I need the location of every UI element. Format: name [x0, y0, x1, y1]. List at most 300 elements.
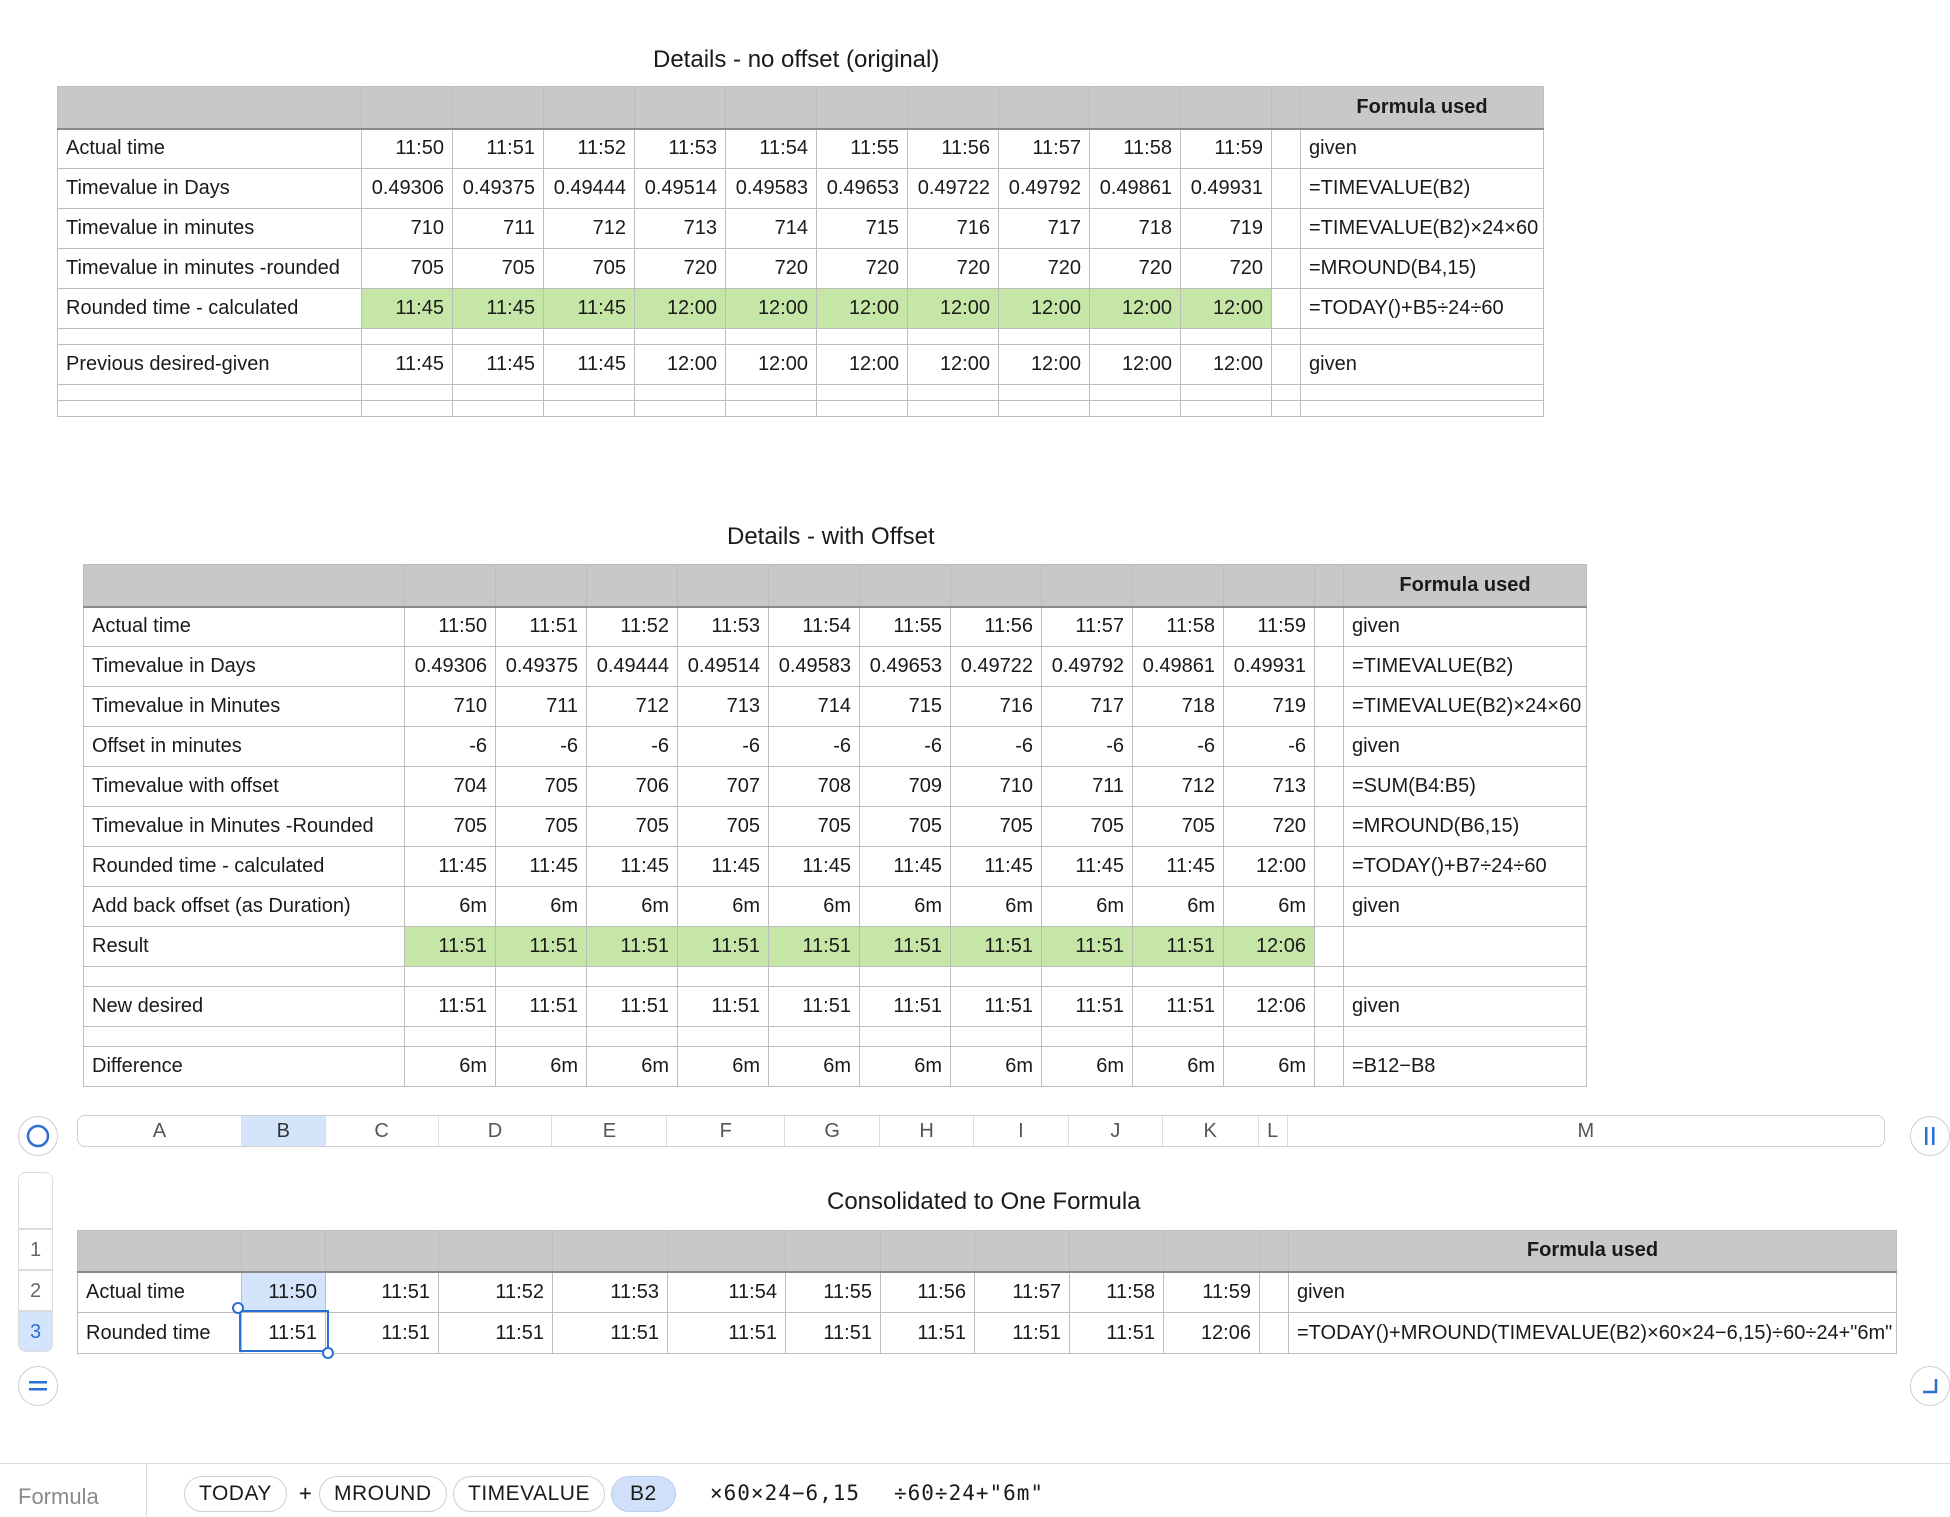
value-cell[interactable]: 705 — [769, 807, 860, 847]
value-cell[interactable]: 0.49861 — [1090, 169, 1181, 209]
empty-cell[interactable] — [1315, 887, 1344, 927]
empty-cell[interactable] — [908, 329, 999, 345]
empty-cell[interactable] — [817, 329, 908, 345]
value-cell[interactable]: 705 — [544, 249, 635, 289]
value-cell[interactable]: 6m — [405, 1047, 496, 1087]
header-cell[interactable] — [1090, 87, 1181, 129]
value-cell[interactable]: 11:45 — [587, 847, 678, 887]
value-cell[interactable]: 0.49653 — [817, 169, 908, 209]
empty-cell[interactable] — [635, 401, 726, 417]
header-cell[interactable] — [58, 87, 362, 129]
formula-cell[interactable]: =TODAY()+B7÷24÷60 — [1344, 847, 1587, 887]
empty-cell[interactable] — [1272, 329, 1301, 345]
cell-b3[interactable]: 11:51 — [242, 1313, 326, 1354]
value-cell[interactable]: 11:45 — [405, 847, 496, 887]
value-cell[interactable]: 0.49306 — [362, 169, 453, 209]
value-cell[interactable]: 12:06 — [1164, 1313, 1260, 1354]
empty-cell[interactable] — [496, 1027, 587, 1047]
value-cell[interactable]: 6m — [1133, 887, 1224, 927]
value-cell[interactable]: 11:56 — [881, 1272, 975, 1313]
empty-cell[interactable] — [1090, 329, 1181, 345]
value-cell[interactable]: 0.49861 — [1133, 647, 1224, 687]
value-cell[interactable]: 709 — [860, 767, 951, 807]
value-cell[interactable]: 11:55 — [860, 607, 951, 647]
value-cell[interactable]: 719 — [1224, 687, 1315, 727]
column-header-d[interactable]: D — [439, 1116, 553, 1146]
value-cell[interactable]: 11:54 — [668, 1272, 786, 1313]
header-cell[interactable] — [1164, 1231, 1260, 1272]
value-cell[interactable]: 11:51 — [678, 927, 769, 967]
value-cell[interactable]: 11:51 — [769, 987, 860, 1027]
value-cell[interactable]: 11:45 — [860, 847, 951, 887]
empty-cell[interactable] — [1133, 967, 1224, 987]
empty-cell[interactable] — [1315, 727, 1344, 767]
empty-cell[interactable] — [496, 967, 587, 987]
formula-cell[interactable]: =TIMEVALUE(B2)×24×60 — [1301, 209, 1544, 249]
value-cell[interactable]: 11:51 — [326, 1272, 439, 1313]
value-cell[interactable]: 12:00 — [999, 345, 1090, 385]
value-cell[interactable]: 6m — [951, 1047, 1042, 1087]
column-header-i[interactable]: I — [974, 1116, 1069, 1146]
column-header-l[interactable]: L — [1259, 1116, 1288, 1146]
formula-cell[interactable]: =SUM(B4:B5) — [1344, 767, 1587, 807]
column-header-h[interactable]: H — [880, 1116, 974, 1146]
value-cell[interactable]: 6m — [587, 1047, 678, 1087]
value-cell[interactable]: 6m — [678, 887, 769, 927]
value-cell[interactable]: 705 — [587, 807, 678, 847]
column-header-m[interactable]: M — [1577, 1120, 1595, 1142]
row-label[interactable]: Offset in minutes — [84, 727, 405, 767]
empty-cell[interactable] — [1344, 967, 1587, 987]
value-cell[interactable]: 11:50 — [405, 607, 496, 647]
formula-used-header[interactable]: Formula used — [1344, 565, 1587, 607]
empty-cell[interactable] — [1272, 289, 1301, 329]
header-cell[interactable] — [635, 87, 726, 129]
value-cell[interactable]: 11:51 — [769, 927, 860, 967]
empty-cell[interactable] — [860, 967, 951, 987]
value-cell[interactable]: 6m — [587, 887, 678, 927]
formula-token-b2[interactable]: B2 — [611, 1476, 676, 1512]
value-cell[interactable]: 11:51 — [496, 987, 587, 1027]
value-cell[interactable]: -6 — [860, 727, 951, 767]
value-cell[interactable]: 707 — [678, 767, 769, 807]
empty-cell[interactable] — [769, 967, 860, 987]
empty-cell[interactable] — [1090, 401, 1181, 417]
header-cell[interactable] — [1315, 565, 1344, 607]
formula-cell[interactable]: =MROUND(B6,15) — [1344, 807, 1587, 847]
header-cell[interactable] — [242, 1231, 326, 1272]
empty-cell[interactable] — [1301, 329, 1544, 345]
header-cell[interactable] — [439, 1231, 553, 1272]
value-cell[interactable]: 11:58 — [1133, 607, 1224, 647]
value-cell[interactable]: 11:50 — [362, 129, 453, 169]
value-cell[interactable]: 11:51 — [553, 1313, 668, 1354]
value-cell[interactable]: 0.49722 — [951, 647, 1042, 687]
value-cell[interactable]: 11:53 — [553, 1272, 668, 1313]
value-cell[interactable]: 11:45 — [362, 345, 453, 385]
empty-cell[interactable] — [1260, 1272, 1289, 1313]
value-cell[interactable]: 11:57 — [975, 1272, 1070, 1313]
value-cell[interactable]: 11:51 — [496, 927, 587, 967]
formula-cell[interactable]: given — [1344, 727, 1587, 767]
value-cell[interactable]: 711 — [453, 209, 544, 249]
empty-cell[interactable] — [453, 329, 544, 345]
empty-cell[interactable] — [453, 385, 544, 401]
value-cell[interactable]: 6m — [769, 887, 860, 927]
empty-cell[interactable] — [951, 967, 1042, 987]
value-cell[interactable]: 12:06 — [1224, 987, 1315, 1027]
value-cell[interactable]: 11:51 — [678, 987, 769, 1027]
header-cell[interactable] — [726, 87, 817, 129]
row-label[interactable]: New desired — [84, 987, 405, 1027]
empty-cell[interactable] — [544, 385, 635, 401]
value-cell[interactable]: 713 — [635, 209, 726, 249]
header-cell[interactable] — [668, 1231, 786, 1272]
empty-cell[interactable] — [999, 329, 1090, 345]
empty-cell[interactable] — [1272, 385, 1301, 401]
empty-cell[interactable] — [1272, 401, 1301, 417]
row-label[interactable]: Add back offset (as Duration) — [84, 887, 405, 927]
header-cell[interactable] — [1070, 1231, 1164, 1272]
header-cell[interactable] — [678, 565, 769, 607]
header-cell[interactable] — [84, 565, 405, 607]
header-cell[interactable] — [1133, 565, 1224, 607]
formula-cell[interactable]: =MROUND(B4,15) — [1301, 249, 1544, 289]
value-cell[interactable]: 12:00 — [635, 345, 726, 385]
selection-handle-top[interactable] — [232, 1302, 244, 1314]
value-cell[interactable]: 11:58 — [1090, 129, 1181, 169]
header-cell[interactable] — [860, 565, 951, 607]
empty-cell[interactable] — [1315, 967, 1344, 987]
value-cell[interactable]: 11:51 — [587, 987, 678, 1027]
empty-cell[interactable] — [999, 385, 1090, 401]
value-cell[interactable]: 710 — [362, 209, 453, 249]
empty-cell[interactable] — [1315, 847, 1344, 887]
empty-cell[interactable] — [362, 329, 453, 345]
formula-cell[interactable] — [1344, 927, 1587, 967]
value-cell[interactable]: 11:55 — [786, 1272, 881, 1313]
value-cell[interactable]: 12:00 — [1224, 847, 1315, 887]
empty-cell[interactable] — [362, 401, 453, 417]
value-cell[interactable]: 11:55 — [817, 129, 908, 169]
value-cell[interactable]: 713 — [678, 687, 769, 727]
value-cell[interactable]: 12:00 — [817, 345, 908, 385]
header-cell[interactable] — [975, 1231, 1070, 1272]
value-cell[interactable]: 0.49583 — [726, 169, 817, 209]
value-cell[interactable]: 6m — [1224, 1047, 1315, 1087]
value-cell[interactable]: 712 — [1133, 767, 1224, 807]
value-cell[interactable]: 11:51 — [1133, 927, 1224, 967]
header-cell[interactable] — [999, 87, 1090, 129]
empty-cell[interactable] — [58, 385, 362, 401]
row-header-2[interactable]: 2 — [18, 1270, 53, 1311]
value-cell[interactable]: -6 — [405, 727, 496, 767]
value-cell[interactable]: 716 — [908, 209, 999, 249]
empty-cell[interactable] — [84, 1027, 405, 1047]
empty-cell[interactable] — [405, 967, 496, 987]
value-cell[interactable]: 705 — [362, 249, 453, 289]
value-cell[interactable]: 11:45 — [544, 289, 635, 329]
value-cell[interactable]: 11:51 — [1070, 1313, 1164, 1354]
value-cell[interactable]: 12:00 — [1181, 345, 1272, 385]
empty-cell[interactable] — [587, 1027, 678, 1047]
freeze-columns-button[interactable] — [1910, 1116, 1950, 1156]
value-cell[interactable]: 11:45 — [678, 847, 769, 887]
header-cell[interactable] — [405, 565, 496, 607]
value-cell[interactable]: 710 — [951, 767, 1042, 807]
formula-token-timevalue[interactable]: TIMEVALUE — [453, 1476, 605, 1512]
value-cell[interactable]: 11:45 — [453, 345, 544, 385]
header-cell[interactable] — [496, 565, 587, 607]
empty-cell[interactable] — [1315, 607, 1344, 647]
header-cell[interactable] — [1224, 565, 1315, 607]
value-cell[interactable]: 11:45 — [362, 289, 453, 329]
value-cell[interactable]: 11:59 — [1181, 129, 1272, 169]
value-cell[interactable]: 11:57 — [1042, 607, 1133, 647]
empty-cell[interactable] — [1272, 209, 1301, 249]
value-cell[interactable]: 718 — [1090, 209, 1181, 249]
value-cell[interactable]: -6 — [1133, 727, 1224, 767]
header-cell[interactable] — [587, 565, 678, 607]
value-cell[interactable]: 11:45 — [951, 847, 1042, 887]
value-cell[interactable]: 6m — [1042, 887, 1133, 927]
value-cell[interactable]: 720 — [1224, 807, 1315, 847]
empty-cell[interactable] — [1272, 129, 1301, 169]
value-cell[interactable]: 713 — [1224, 767, 1315, 807]
row-label[interactable]: Rounded time - calculated — [84, 847, 405, 887]
row-header-3[interactable]: 3 — [18, 1311, 53, 1352]
value-cell[interactable]: 11:51 — [951, 927, 1042, 967]
header-cell[interactable] — [553, 1231, 668, 1272]
row-label[interactable]: Actual time — [84, 607, 405, 647]
row-header-1[interactable]: 1 — [18, 1229, 53, 1270]
value-cell[interactable]: 6m — [769, 1047, 860, 1087]
value-cell[interactable]: 12:00 — [1090, 345, 1181, 385]
value-cell[interactable]: 710 — [405, 687, 496, 727]
row-label[interactable]: Result — [84, 927, 405, 967]
value-cell[interactable]: 11:45 — [453, 289, 544, 329]
empty-cell[interactable] — [587, 967, 678, 987]
value-cell[interactable]: 0.49931 — [1181, 169, 1272, 209]
header-cell[interactable] — [1260, 1231, 1289, 1272]
header-cell[interactable] — [1272, 87, 1301, 129]
empty-cell[interactable] — [635, 385, 726, 401]
value-cell[interactable]: 718 — [1133, 687, 1224, 727]
value-cell[interactable]: 11:51 — [453, 129, 544, 169]
value-cell[interactable]: 11:52 — [544, 129, 635, 169]
value-cell[interactable]: 11:52 — [439, 1272, 553, 1313]
empty-cell[interactable] — [951, 1027, 1042, 1047]
value-cell[interactable]: 11:51 — [587, 927, 678, 967]
value-cell[interactable]: 12:00 — [908, 345, 999, 385]
header-cell[interactable] — [362, 87, 453, 129]
empty-cell[interactable] — [1042, 1027, 1133, 1047]
value-cell[interactable]: -6 — [496, 727, 587, 767]
header-cell[interactable] — [817, 87, 908, 129]
empty-cell[interactable] — [1090, 385, 1181, 401]
value-cell[interactable]: 11:59 — [1164, 1272, 1260, 1313]
value-cell[interactable]: 705 — [1042, 807, 1133, 847]
row-label[interactable]: Actual time — [58, 129, 362, 169]
formula-cell[interactable]: =B12−B8 — [1344, 1047, 1587, 1087]
row-label[interactable]: Timevalue with offset — [84, 767, 405, 807]
value-cell[interactable]: 720 — [635, 249, 726, 289]
value-cell[interactable]: 0.49444 — [544, 169, 635, 209]
header-cell[interactable] — [326, 1231, 439, 1272]
value-cell[interactable]: 0.49444 — [587, 647, 678, 687]
value-cell[interactable]: 706 — [587, 767, 678, 807]
table-no-offset[interactable] — [57, 86, 1544, 417]
value-cell[interactable]: 11:58 — [1070, 1272, 1164, 1313]
value-cell[interactable]: 705 — [860, 807, 951, 847]
row-label[interactable]: Timevalue in Minutes -Rounded — [84, 807, 405, 847]
formula-bar[interactable] — [0, 1463, 1950, 1516]
cell-b2[interactable]: 11:50 — [242, 1272, 326, 1313]
value-cell[interactable]: 0.49722 — [908, 169, 999, 209]
value-cell[interactable]: 11:54 — [769, 607, 860, 647]
value-cell[interactable]: 11:56 — [951, 607, 1042, 647]
value-cell[interactable]: 0.49583 — [769, 647, 860, 687]
value-cell[interactable]: 705 — [496, 767, 587, 807]
empty-cell[interactable] — [544, 401, 635, 417]
value-cell[interactable]: 0.49931 — [1224, 647, 1315, 687]
value-cell[interactable]: 11:51 — [405, 927, 496, 967]
value-cell[interactable]: 719 — [1181, 209, 1272, 249]
empty-cell[interactable] — [362, 385, 453, 401]
header-cell[interactable] — [78, 1231, 242, 1272]
value-cell[interactable]: 712 — [544, 209, 635, 249]
value-cell[interactable]: 0.49653 — [860, 647, 951, 687]
value-cell[interactable]: 12:00 — [1090, 289, 1181, 329]
value-cell[interactable]: 11:45 — [544, 345, 635, 385]
formula-cell[interactable]: given — [1301, 345, 1544, 385]
empty-cell[interactable] — [908, 401, 999, 417]
value-cell[interactable]: 11:51 — [405, 987, 496, 1027]
column-header-e[interactable]: E — [552, 1116, 667, 1146]
value-cell[interactable]: -6 — [1224, 727, 1315, 767]
value-cell[interactable]: 11:45 — [769, 847, 860, 887]
value-cell[interactable]: -6 — [678, 727, 769, 767]
row-label[interactable]: Difference — [84, 1047, 405, 1087]
formula-cell[interactable]: =TODAY()+MROUND(TIMEVALUE(B2)×60×24−6,15)÷60÷24+"6m" — [1289, 1313, 1897, 1354]
column-header-a[interactable]: A — [78, 1116, 242, 1146]
empty-cell[interactable] — [678, 1027, 769, 1047]
value-cell[interactable]: 11:53 — [635, 129, 726, 169]
row-label[interactable]: Timevalue in minutes -rounded — [58, 249, 362, 289]
value-cell[interactable]: 717 — [999, 209, 1090, 249]
empty-cell[interactable] — [1272, 249, 1301, 289]
value-cell[interactable]: 6m — [678, 1047, 769, 1087]
empty-cell[interactable] — [726, 385, 817, 401]
value-cell[interactable]: 11:51 — [786, 1313, 881, 1354]
value-cell[interactable]: 6m — [1133, 1047, 1224, 1087]
formula-cell[interactable]: given — [1344, 887, 1587, 927]
column-header-b[interactable]: B — [242, 1116, 326, 1146]
value-cell[interactable]: 704 — [405, 767, 496, 807]
empty-cell[interactable] — [1301, 401, 1544, 417]
row-label[interactable]: Rounded time - calculated — [58, 289, 362, 329]
value-cell[interactable]: -6 — [587, 727, 678, 767]
value-cell[interactable]: 12:00 — [908, 289, 999, 329]
empty-cell[interactable] — [1042, 967, 1133, 987]
empty-cell[interactable] — [1272, 345, 1301, 385]
formula-token-today[interactable]: TODAY — [184, 1476, 287, 1512]
value-cell[interactable]: -6 — [769, 727, 860, 767]
value-cell[interactable]: 11:57 — [999, 129, 1090, 169]
header-cell[interactable] — [951, 565, 1042, 607]
formula-used-header[interactable]: Formula used — [1301, 87, 1544, 129]
empty-cell[interactable] — [453, 401, 544, 417]
value-cell[interactable]: 720 — [999, 249, 1090, 289]
value-cell[interactable]: 11:45 — [1133, 847, 1224, 887]
empty-cell[interactable] — [1315, 927, 1344, 967]
value-cell[interactable]: 11:51 — [951, 987, 1042, 1027]
formula-cell[interactable]: =TIMEVALUE(B2) — [1301, 169, 1544, 209]
formula-token-mround[interactable]: MROUND — [319, 1476, 447, 1512]
value-cell[interactable]: 717 — [1042, 687, 1133, 727]
value-cell[interactable]: 708 — [769, 767, 860, 807]
empty-cell[interactable] — [817, 401, 908, 417]
resize-table-button[interactable] — [1910, 1366, 1950, 1406]
value-cell[interactable]: 6m — [496, 887, 587, 927]
value-cell[interactable]: 11:53 — [678, 607, 769, 647]
formula-cell[interactable]: =TODAY()+B5÷24÷60 — [1301, 289, 1544, 329]
value-cell[interactable]: 11:54 — [726, 129, 817, 169]
header-cell[interactable] — [453, 87, 544, 129]
empty-cell[interactable] — [1181, 329, 1272, 345]
empty-cell[interactable] — [1224, 1027, 1315, 1047]
empty-cell[interactable] — [860, 1027, 951, 1047]
value-cell[interactable]: 720 — [908, 249, 999, 289]
empty-cell[interactable] — [1315, 1027, 1344, 1047]
header-cell[interactable] — [881, 1231, 975, 1272]
value-cell[interactable]: 11:52 — [587, 607, 678, 647]
value-cell[interactable]: 11:51 — [860, 987, 951, 1027]
value-cell[interactable]: 716 — [951, 687, 1042, 727]
empty-cell[interactable] — [635, 329, 726, 345]
empty-cell[interactable] — [84, 967, 405, 987]
row-label[interactable]: Timevalue in Days — [58, 169, 362, 209]
value-cell[interactable]: 705 — [405, 807, 496, 847]
empty-cell[interactable] — [1344, 1027, 1587, 1047]
formula-cell[interactable]: given — [1289, 1272, 1897, 1313]
row-label[interactable]: Timevalue in Days — [84, 647, 405, 687]
value-cell[interactable]: 714 — [726, 209, 817, 249]
value-cell[interactable]: 0.49375 — [453, 169, 544, 209]
empty-cell[interactable] — [1315, 1047, 1344, 1087]
empty-cell[interactable] — [1315, 767, 1344, 807]
value-cell[interactable]: 705 — [453, 249, 544, 289]
empty-cell[interactable] — [1133, 1027, 1224, 1047]
value-cell[interactable]: 12:06 — [1224, 927, 1315, 967]
header-cell[interactable] — [1042, 565, 1133, 607]
empty-cell[interactable] — [58, 329, 362, 345]
value-cell[interactable]: 11:51 — [668, 1313, 786, 1354]
empty-cell[interactable] — [817, 385, 908, 401]
row-label[interactable]: Rounded time — [78, 1313, 242, 1354]
value-cell[interactable]: 11:56 — [908, 129, 999, 169]
value-cell[interactable]: 720 — [817, 249, 908, 289]
column-header-k[interactable]: K — [1163, 1116, 1259, 1146]
formula-cell[interactable]: given — [1301, 129, 1544, 169]
value-cell[interactable]: 714 — [769, 687, 860, 727]
value-cell[interactable]: 720 — [1090, 249, 1181, 289]
header-cell[interactable] — [544, 87, 635, 129]
value-cell[interactable]: 0.49306 — [405, 647, 496, 687]
empty-cell[interactable] — [1260, 1313, 1289, 1354]
column-header-f[interactable]: F — [667, 1116, 785, 1146]
empty-cell[interactable] — [1315, 987, 1344, 1027]
